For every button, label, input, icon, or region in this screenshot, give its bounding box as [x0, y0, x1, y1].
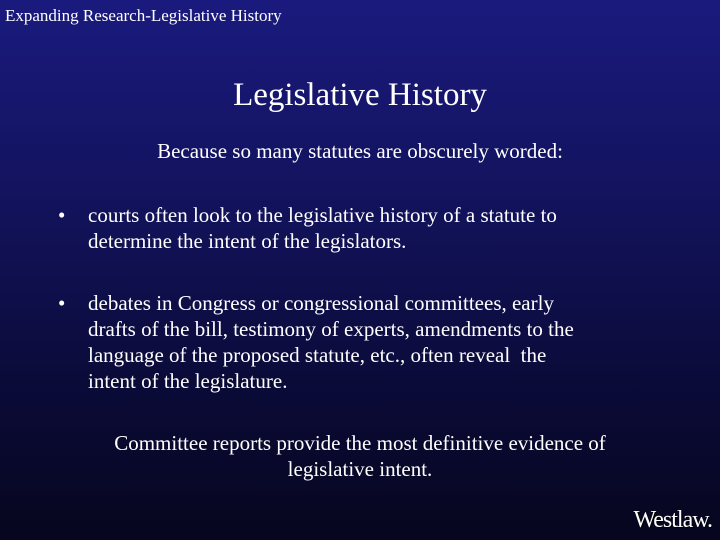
bullet-line: drafts of the bill, testimony of experts, amendments to the — [88, 317, 574, 341]
closing-line: legislative intent. — [287, 457, 433, 481]
bullet-line: determine the intent of the legislators. — [88, 229, 407, 253]
bullet-icon: • — [58, 203, 66, 227]
bullet-icon: • — [58, 291, 66, 315]
bullet-line: courts often look to the legislative history of a statute to — [88, 203, 557, 227]
bullet-item-debates — [58, 290, 658, 394]
closing-statement — [0, 430, 720, 482]
closing-line: Committee reports provide the most definitive evidence of — [114, 431, 606, 455]
slide-title: Legislative History — [233, 77, 487, 113]
slide-subtitle: Because so many statutes are obscurely worded: — [157, 139, 563, 163]
bullet-line: intent of the legislature. — [88, 369, 288, 393]
bullet-item-courts — [58, 202, 658, 254]
bullet-line: debates in Congress or congressional committees, early — [88, 291, 554, 315]
bullet-list — [58, 202, 658, 394]
bullet-line: language of the proposed statute, etc., often reveal the — [88, 343, 547, 367]
slide-header: Expanding Research-Legislative History — [5, 6, 282, 25]
westlaw-logo: Westlaw. — [633, 507, 712, 533]
